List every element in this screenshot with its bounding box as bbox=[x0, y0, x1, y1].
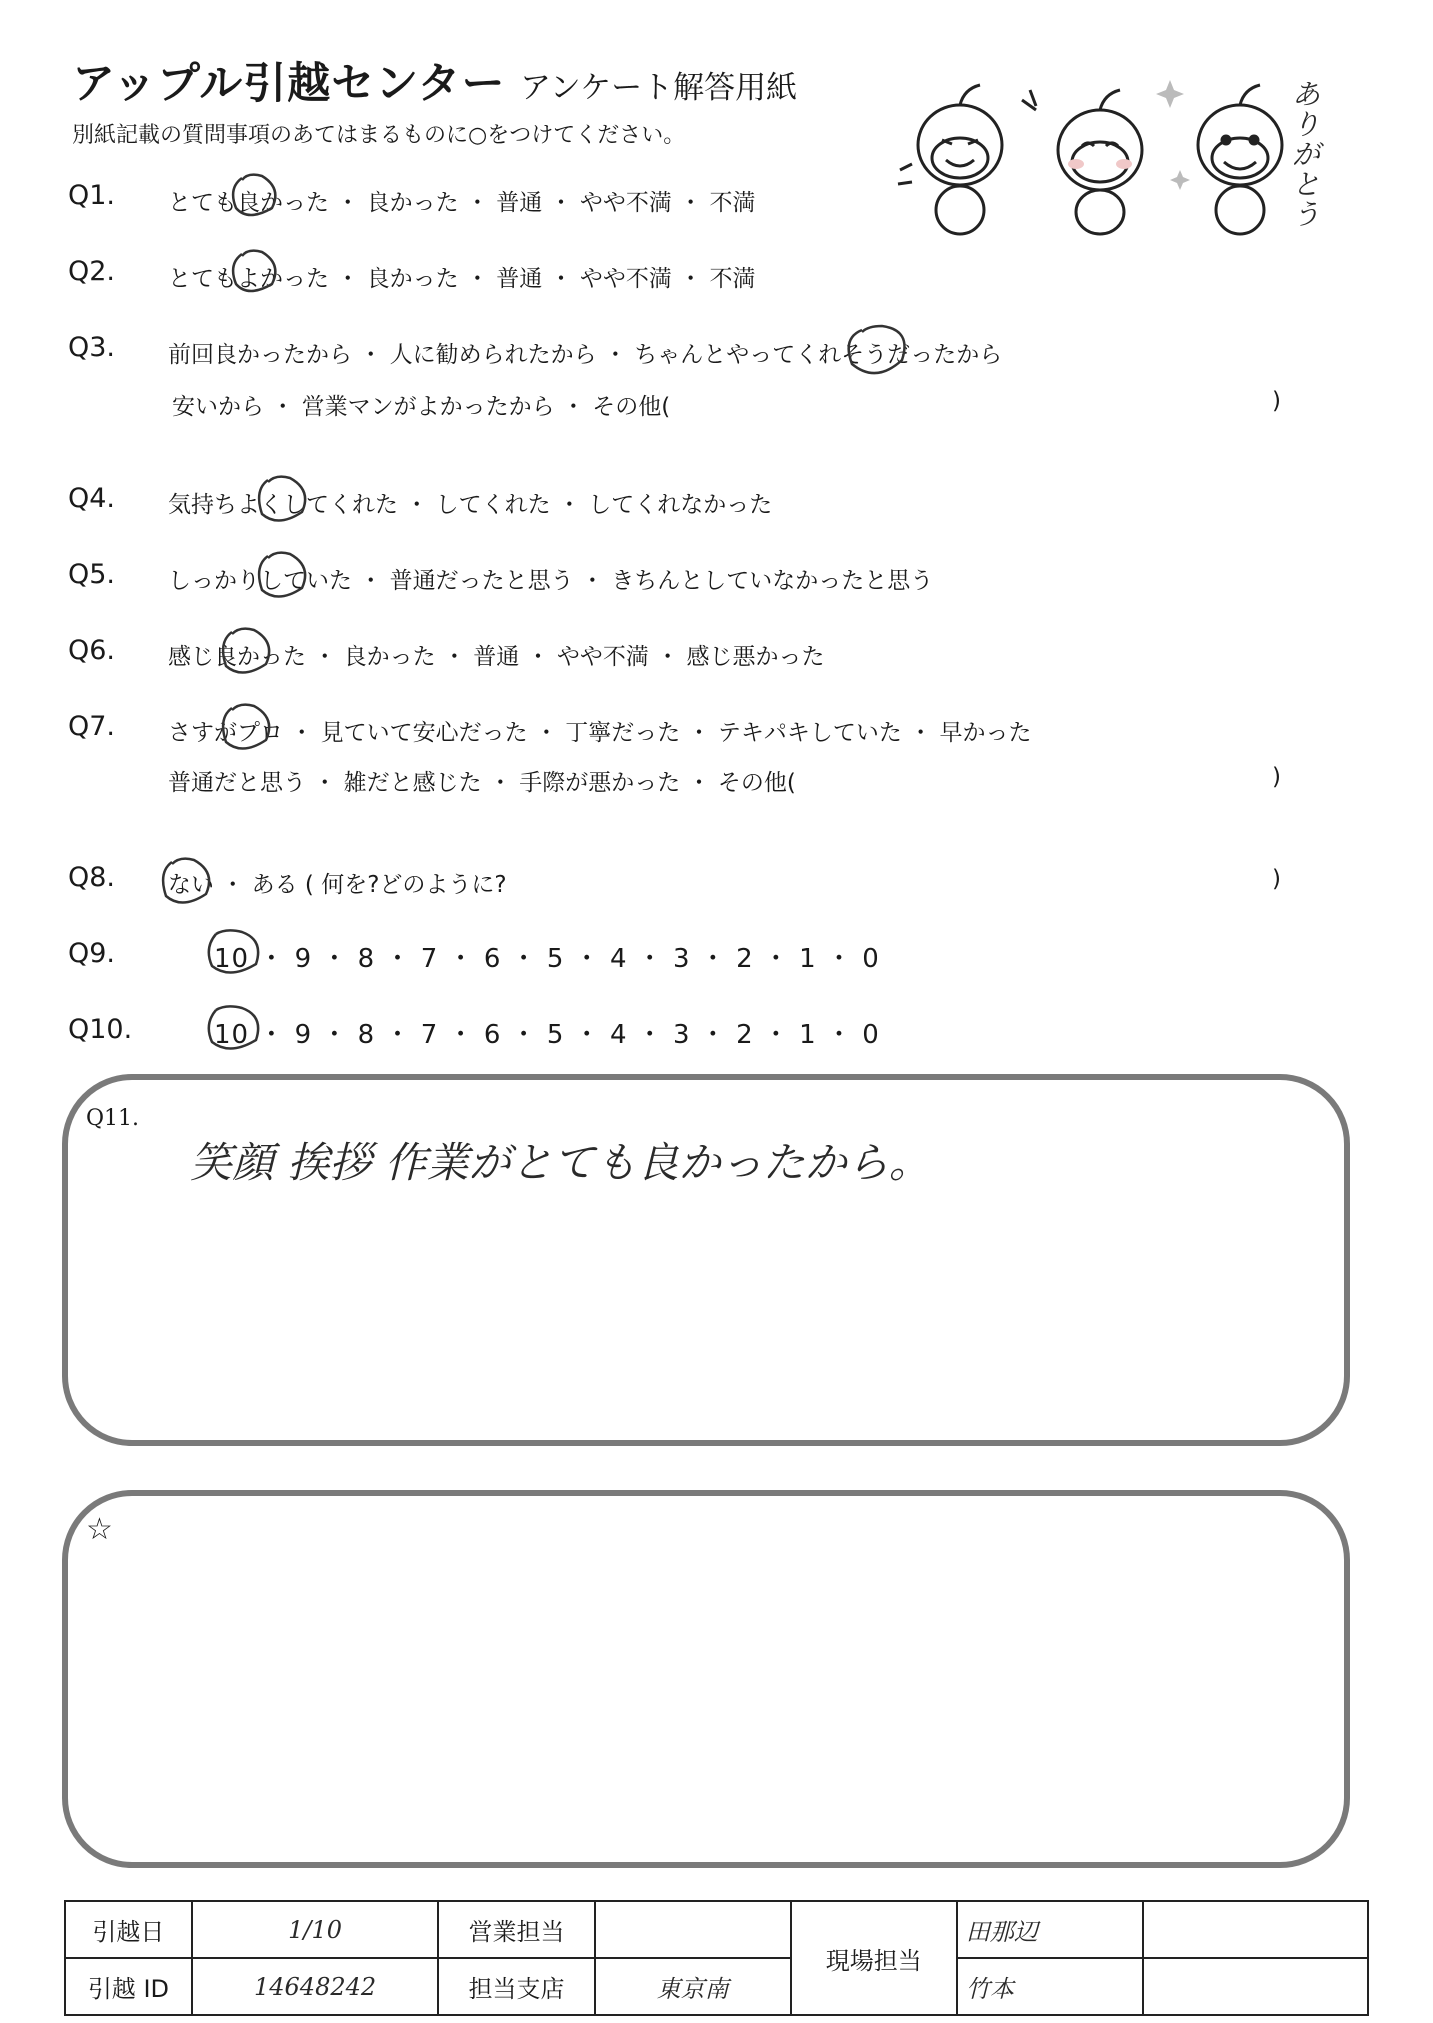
q10-label: Q10. bbox=[68, 1014, 133, 1045]
q7-label: Q7. bbox=[68, 711, 116, 742]
branch-value: 東京南 bbox=[595, 1958, 791, 2015]
q8-close-paren: ) bbox=[1272, 866, 1281, 892]
monkey-2-icon bbox=[1022, 90, 1142, 234]
site-staff-label: 現場担当 bbox=[791, 1901, 957, 2015]
site-staff-extra-2 bbox=[1143, 1958, 1368, 2015]
q11-handwritten-answer: 笑顔 挨拶 作業がとても良かったから。 bbox=[190, 1138, 931, 1187]
q3-options-line1: 前回良かったから ・ 人に勧められたから ・ ちゃんとやってくれそうだったから bbox=[168, 342, 1003, 368]
mascot-illustration bbox=[880, 60, 1350, 240]
sales-rep-label: 営業担当 bbox=[438, 1901, 594, 1958]
mascot-caption: ありがとう bbox=[1292, 78, 1321, 231]
star-icon: ☆ bbox=[86, 1512, 113, 1547]
q6-label: Q6. bbox=[68, 635, 116, 666]
q7-options-line1: さすがプロ ・ 見ていて安心だった ・ 丁寧だった ・ テキパキしていた ・ 早かった bbox=[168, 720, 1032, 746]
q7-options-line2: 普通だと思う ・ 雑だと感じた ・ 手際が悪かった ・ その他( bbox=[168, 770, 796, 796]
monkey-3-icon bbox=[1198, 85, 1282, 234]
q9-label: Q9. bbox=[68, 938, 116, 969]
q9-scale: 10 ・ 9 ・ 8 ・ 7 ・ 6 ・ 5 ・ 4 ・ 3 ・ 2 ・ 1 ・ 0 bbox=[214, 944, 880, 974]
form-subtitle: アンケート解答用紙 bbox=[520, 70, 798, 106]
free-comment-box bbox=[62, 1490, 1350, 1868]
q5-options: しっかりしていた ・ 普通だったと思う ・ きちんとしていなかったと思う bbox=[168, 568, 934, 594]
site-staff-extra-1 bbox=[1143, 1901, 1368, 1958]
move-date-value: 1/10 bbox=[192, 1901, 439, 1958]
q2-label: Q2. bbox=[68, 256, 116, 287]
q4-options: 気持ちよくしてくれた ・ してくれた ・ してくれなかった bbox=[168, 492, 773, 518]
sparkle-icon bbox=[1156, 80, 1190, 190]
instruction-text: 別紙記載の質問事項のあてはまるものに○をつけてください。 bbox=[72, 123, 686, 148]
q3-label: Q3. bbox=[68, 332, 116, 363]
branch-label: 担当支店 bbox=[438, 1958, 594, 2015]
site-staff-value-1: 田那辺 bbox=[957, 1901, 1143, 1958]
move-id-label: 引越 ID bbox=[65, 1958, 192, 2015]
q2-options: とてもよかった ・ 良かった ・ 普通 ・ やや不満 ・ 不満 bbox=[168, 266, 756, 292]
sales-rep-value bbox=[595, 1901, 791, 1958]
q1-options: とても良かった ・ 良かった ・ 普通 ・ やや不満 ・ 不満 bbox=[168, 190, 756, 216]
footer-info-table bbox=[64, 1900, 1369, 2016]
q10-scale: 10 ・ 9 ・ 8 ・ 7 ・ 6 ・ 5 ・ 4 ・ 3 ・ 2 ・ 1 ・ 0 bbox=[214, 1020, 880, 1050]
q6-options: 感じ良かった ・ 良かった ・ 普通 ・ やや不満 ・ 感じ悪かった bbox=[168, 644, 825, 670]
q8-label: Q8. bbox=[68, 862, 116, 893]
q3-close-paren: ) bbox=[1272, 388, 1281, 414]
q7-close-paren: ) bbox=[1272, 764, 1281, 790]
site-staff-value-2: 竹本 bbox=[957, 1958, 1143, 2015]
move-id-value: 14648242 bbox=[192, 1958, 439, 2015]
monkey-1-icon bbox=[898, 85, 1002, 234]
q4-label: Q4. bbox=[68, 483, 116, 514]
move-date-label: 引越日 bbox=[65, 1901, 192, 1958]
q11-label: Q11. bbox=[86, 1106, 140, 1131]
q1-label: Q1. bbox=[68, 180, 116, 211]
q3-options-line2: 安いから ・ 営業マンがよかったから ・ その他( bbox=[172, 394, 671, 420]
q5-label: Q5. bbox=[68, 559, 116, 590]
brand-title: アップル引越センター bbox=[72, 59, 506, 109]
q8-options: ない ・ ある ( 何を?どのように? bbox=[168, 872, 507, 898]
